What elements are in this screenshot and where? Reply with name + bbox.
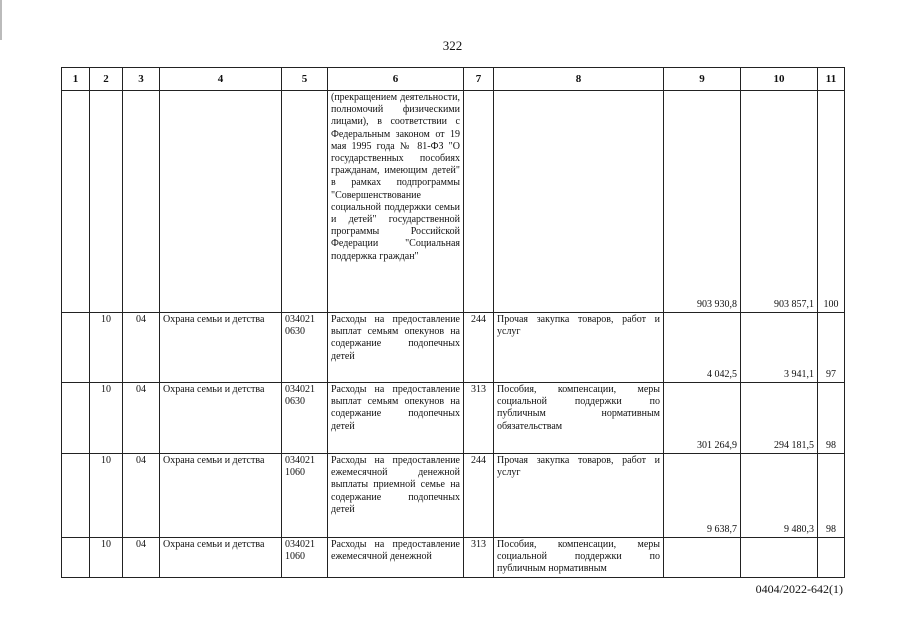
cell-expense-code: 244 bbox=[464, 313, 494, 383]
cell-planned: 4 042,5 bbox=[664, 313, 741, 383]
cell-subsection: 04 bbox=[123, 538, 160, 578]
cell-percent: 98 bbox=[818, 454, 845, 538]
cell-row-num bbox=[62, 454, 90, 538]
table-row bbox=[62, 91, 845, 313]
cell-row-num bbox=[62, 91, 90, 313]
document-code: 0404/2022-642(1) bbox=[755, 582, 843, 596]
cell-section-name: Охрана семьи и детства bbox=[160, 538, 282, 578]
col-header-7: 7 bbox=[464, 68, 494, 91]
cell-percent: 97 bbox=[818, 313, 845, 383]
cell-subsection: 04 bbox=[123, 383, 160, 454]
cell-planned bbox=[664, 538, 741, 578]
cell-expense-name: Прочая закупка товаров, работ и услуг bbox=[494, 313, 664, 383]
budget-table bbox=[61, 67, 845, 578]
cell-planned: 9 638,7 bbox=[664, 454, 741, 538]
cell-row-num bbox=[62, 538, 90, 578]
col-header-4: 4 bbox=[160, 68, 282, 91]
col-header-11: 11 bbox=[818, 68, 845, 91]
cell-actual: 903 857,1 bbox=[741, 91, 818, 313]
cell-row-num bbox=[62, 313, 90, 383]
cell-expense-code bbox=[464, 91, 494, 313]
scan-edge-mark bbox=[0, 0, 2, 40]
cell-expense-name bbox=[494, 91, 664, 313]
cell-target-code: 034021 1060 bbox=[282, 538, 328, 578]
cell-actual bbox=[741, 538, 818, 578]
cell-expense-code: 244 bbox=[464, 454, 494, 538]
cell-target-code bbox=[282, 91, 328, 313]
cell-section-name: Охрана семьи и детства bbox=[160, 383, 282, 454]
col-header-5: 5 bbox=[282, 68, 328, 91]
cell-section-name: Охрана семьи и детства bbox=[160, 313, 282, 383]
col-header-10: 10 bbox=[741, 68, 818, 91]
cell-subsection bbox=[123, 91, 160, 313]
cell-actual: 294 181,5 bbox=[741, 383, 818, 454]
cell-description: Расходы на предоставление ежемесячной денежной выплаты приемной семье на содержание подопечных детей bbox=[328, 454, 464, 538]
table-row bbox=[62, 538, 845, 578]
cell-target-code: 034021 1060 bbox=[282, 454, 328, 538]
cell-section-name bbox=[160, 91, 282, 313]
cell-section: 10 bbox=[90, 313, 123, 383]
table-row bbox=[62, 313, 845, 383]
cell-description: Расходы на предоставление выплат семьям опекунов на содержание подопечных детей bbox=[328, 313, 464, 383]
cell-expense-code: 313 bbox=[464, 538, 494, 578]
cell-actual: 9 480,3 bbox=[741, 454, 818, 538]
cell-expense-name: Пособия, компенсации, меры социальной поддержки по публичным нормативным обязательствам bbox=[494, 383, 664, 454]
cell-percent: 100 bbox=[818, 91, 845, 313]
cell-planned: 301 264,9 bbox=[664, 383, 741, 454]
col-header-2: 2 bbox=[90, 68, 123, 91]
cell-target-code: 034021 0630 bbox=[282, 383, 328, 454]
cell-subsection: 04 bbox=[123, 454, 160, 538]
cell-description: Расходы на предоставление выплат семьям опекунов на содержание подопечных детей bbox=[328, 383, 464, 454]
page-number: 322 bbox=[442, 38, 463, 53]
cell-planned: 903 930,8 bbox=[664, 91, 741, 313]
cell-actual: 3 941,1 bbox=[741, 313, 818, 383]
cell-target-code: 034021 0630 bbox=[282, 313, 328, 383]
col-header-1: 1 bbox=[62, 68, 90, 91]
table-row bbox=[62, 383, 845, 454]
cell-description: Расходы на предоставление ежемесячной денежной bbox=[328, 538, 464, 578]
cell-section: 10 bbox=[90, 538, 123, 578]
cell-section-name: Охрана семьи и детства bbox=[160, 454, 282, 538]
col-header-3: 3 bbox=[123, 68, 160, 91]
cell-percent bbox=[818, 538, 845, 578]
header-row bbox=[62, 68, 845, 91]
cell-section: 10 bbox=[90, 383, 123, 454]
cell-row-num bbox=[62, 383, 90, 454]
cell-subsection: 04 bbox=[123, 313, 160, 383]
col-header-6: 6 bbox=[328, 68, 464, 91]
cell-description: (прекращением деятельности, полномочий физическими лицами), в соответствии с Федеральным законом от 19 мая 1995 года № 81-ФЗ "О государственных пособиях гражданам, имеющим детей" в рамках подпрограммы "Совершенствование социальной поддержки семьи и детей" государственной программы Российской Федерации "Социальная поддержка граждан" bbox=[328, 91, 464, 313]
col-header-9: 9 bbox=[664, 68, 741, 91]
cell-expense-code: 313 bbox=[464, 383, 494, 454]
col-header-8: 8 bbox=[494, 68, 664, 91]
table-row bbox=[62, 454, 845, 538]
cell-percent: 98 bbox=[818, 383, 845, 454]
cell-section: 10 bbox=[90, 454, 123, 538]
cell-section bbox=[90, 91, 123, 313]
cell-expense-name: Прочая закупка товаров, работ и услуг bbox=[494, 454, 664, 538]
cell-expense-name: Пособия, компенсации, меры социальной поддержки по публичным нормативным bbox=[494, 538, 664, 578]
